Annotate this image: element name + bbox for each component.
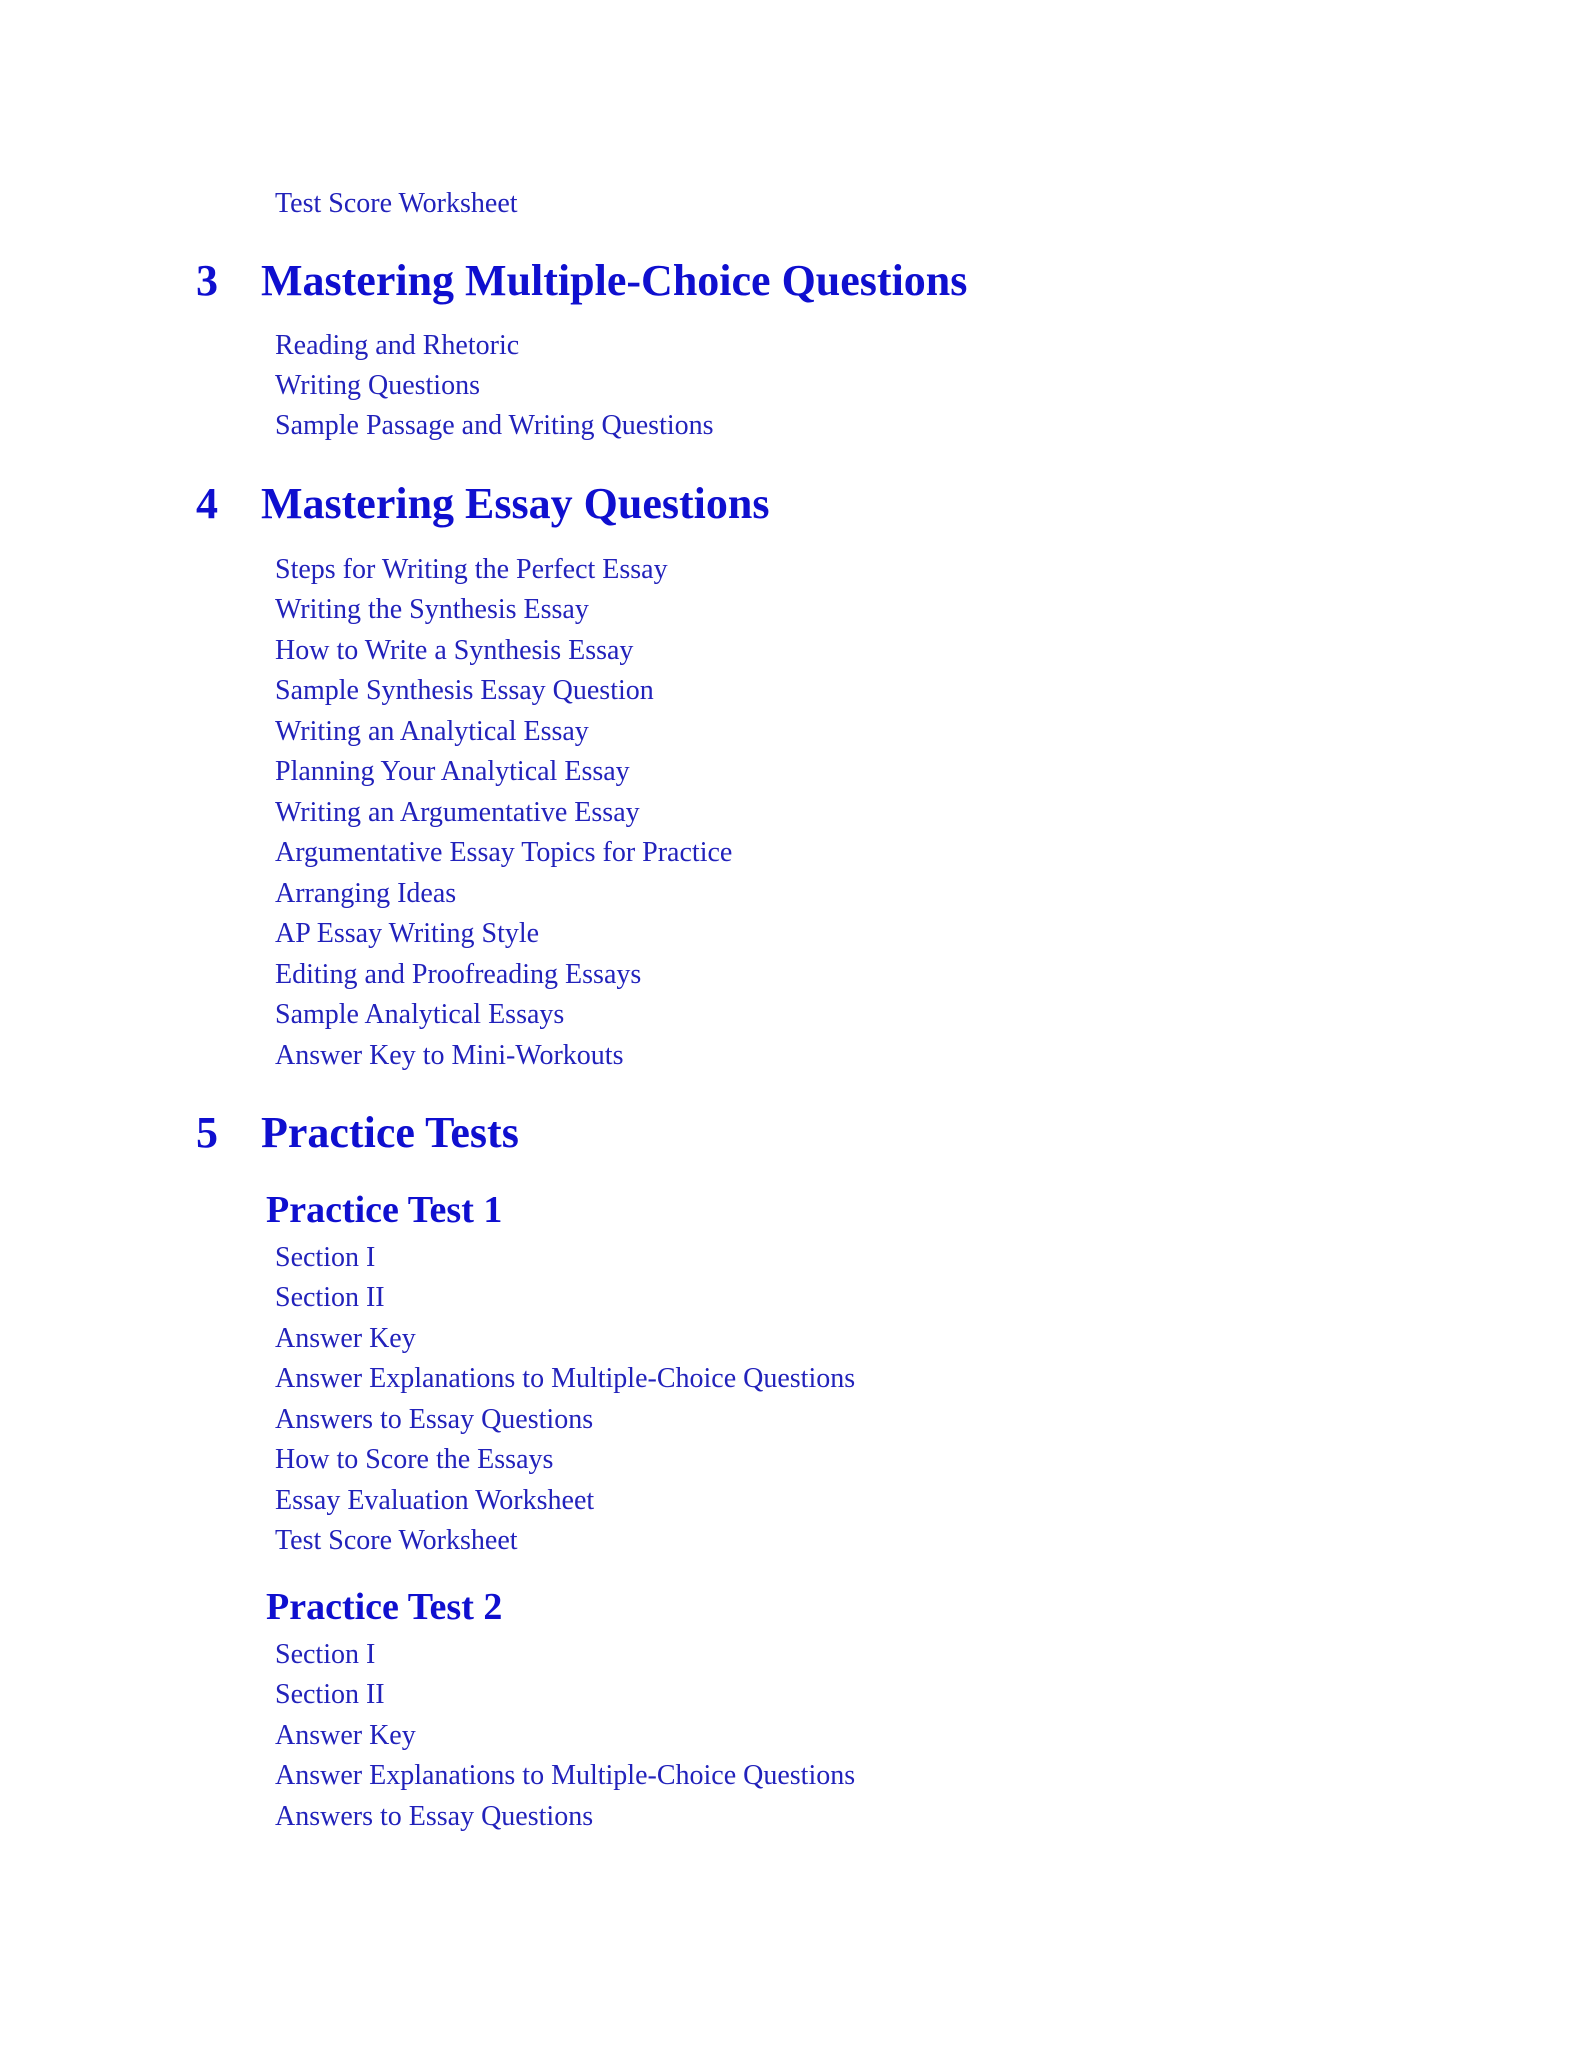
chapter-number: 4 bbox=[196, 479, 218, 528]
toc-link[interactable]: AP Essay Writing Style bbox=[275, 918, 540, 949]
toc-link[interactable]: Answer Key to Mini-Workouts bbox=[275, 1040, 624, 1071]
toc-link[interactable]: Writing the Synthesis Essay bbox=[275, 594, 589, 625]
toc-link[interactable]: Sample Passage and Writing Questions bbox=[275, 410, 714, 441]
toc-link[interactable]: Answers to Essay Questions bbox=[275, 1404, 594, 1435]
toc-link[interactable]: Argumentative Essay Topics for Practice bbox=[275, 837, 733, 868]
toc-link[interactable]: Answers to Essay Questions bbox=[275, 1801, 594, 1832]
chapter-heading[interactable] bbox=[196, 477, 769, 531]
chapter-title: Mastering Multiple-Choice Questions bbox=[261, 256, 968, 305]
toc-link[interactable]: Sample Synthesis Essay Question bbox=[275, 675, 654, 706]
toc-link[interactable]: Test Score Worksheet bbox=[275, 1525, 518, 1556]
toc-link[interactable]: How to Write a Synthesis Essay bbox=[275, 635, 634, 666]
toc-link[interactable]: Reading and Rhetoric bbox=[275, 330, 520, 361]
toc-link[interactable]: Writing an Argumentative Essay bbox=[275, 797, 640, 828]
chapter-title: Mastering Essay Questions bbox=[261, 479, 770, 528]
toc-link[interactable]: Steps for Writing the Perfect Essay bbox=[275, 554, 668, 585]
toc-link[interactable]: Arranging Ideas bbox=[275, 878, 457, 909]
toc-link[interactable]: Answer Explanations to Multiple-Choice Questions bbox=[275, 1363, 856, 1394]
subsection-heading[interactable]: Practice Test 2 bbox=[266, 1586, 503, 1628]
toc-link-test-score-worksheet[interactable]: Test Score Worksheet bbox=[275, 188, 518, 219]
toc-link[interactable]: Section II bbox=[275, 1679, 385, 1710]
toc-link[interactable]: Planning Your Analytical Essay bbox=[275, 756, 630, 787]
toc-link[interactable]: How to Score the Essays bbox=[275, 1444, 554, 1475]
chapter-heading[interactable] bbox=[196, 1106, 519, 1160]
toc-link[interactable]: Essay Evaluation Worksheet bbox=[275, 1485, 595, 1516]
toc-link[interactable]: Editing and Proofreading Essays bbox=[275, 959, 642, 990]
toc-link[interactable]: Writing Questions bbox=[275, 370, 480, 401]
toc-link[interactable]: Sample Analytical Essays bbox=[275, 999, 565, 1030]
toc-link[interactable]: Answer Explanations to Multiple-Choice Questions bbox=[275, 1760, 856, 1791]
chapter-heading[interactable] bbox=[196, 254, 967, 308]
toc-link[interactable]: Section II bbox=[275, 1282, 385, 1313]
chapter-title: Practice Tests bbox=[261, 1108, 519, 1157]
toc-link[interactable]: Section I bbox=[275, 1242, 376, 1273]
toc-link[interactable]: Answer Key bbox=[275, 1323, 416, 1354]
chapter-number: 5 bbox=[196, 1108, 218, 1157]
toc-link[interactable]: Writing an Analytical Essay bbox=[275, 716, 589, 747]
toc-link[interactable]: Answer Key bbox=[275, 1720, 416, 1751]
subsection-heading[interactable]: Practice Test 1 bbox=[266, 1189, 503, 1231]
chapter-number: 3 bbox=[196, 256, 218, 305]
toc-link[interactable]: Section I bbox=[275, 1639, 376, 1670]
